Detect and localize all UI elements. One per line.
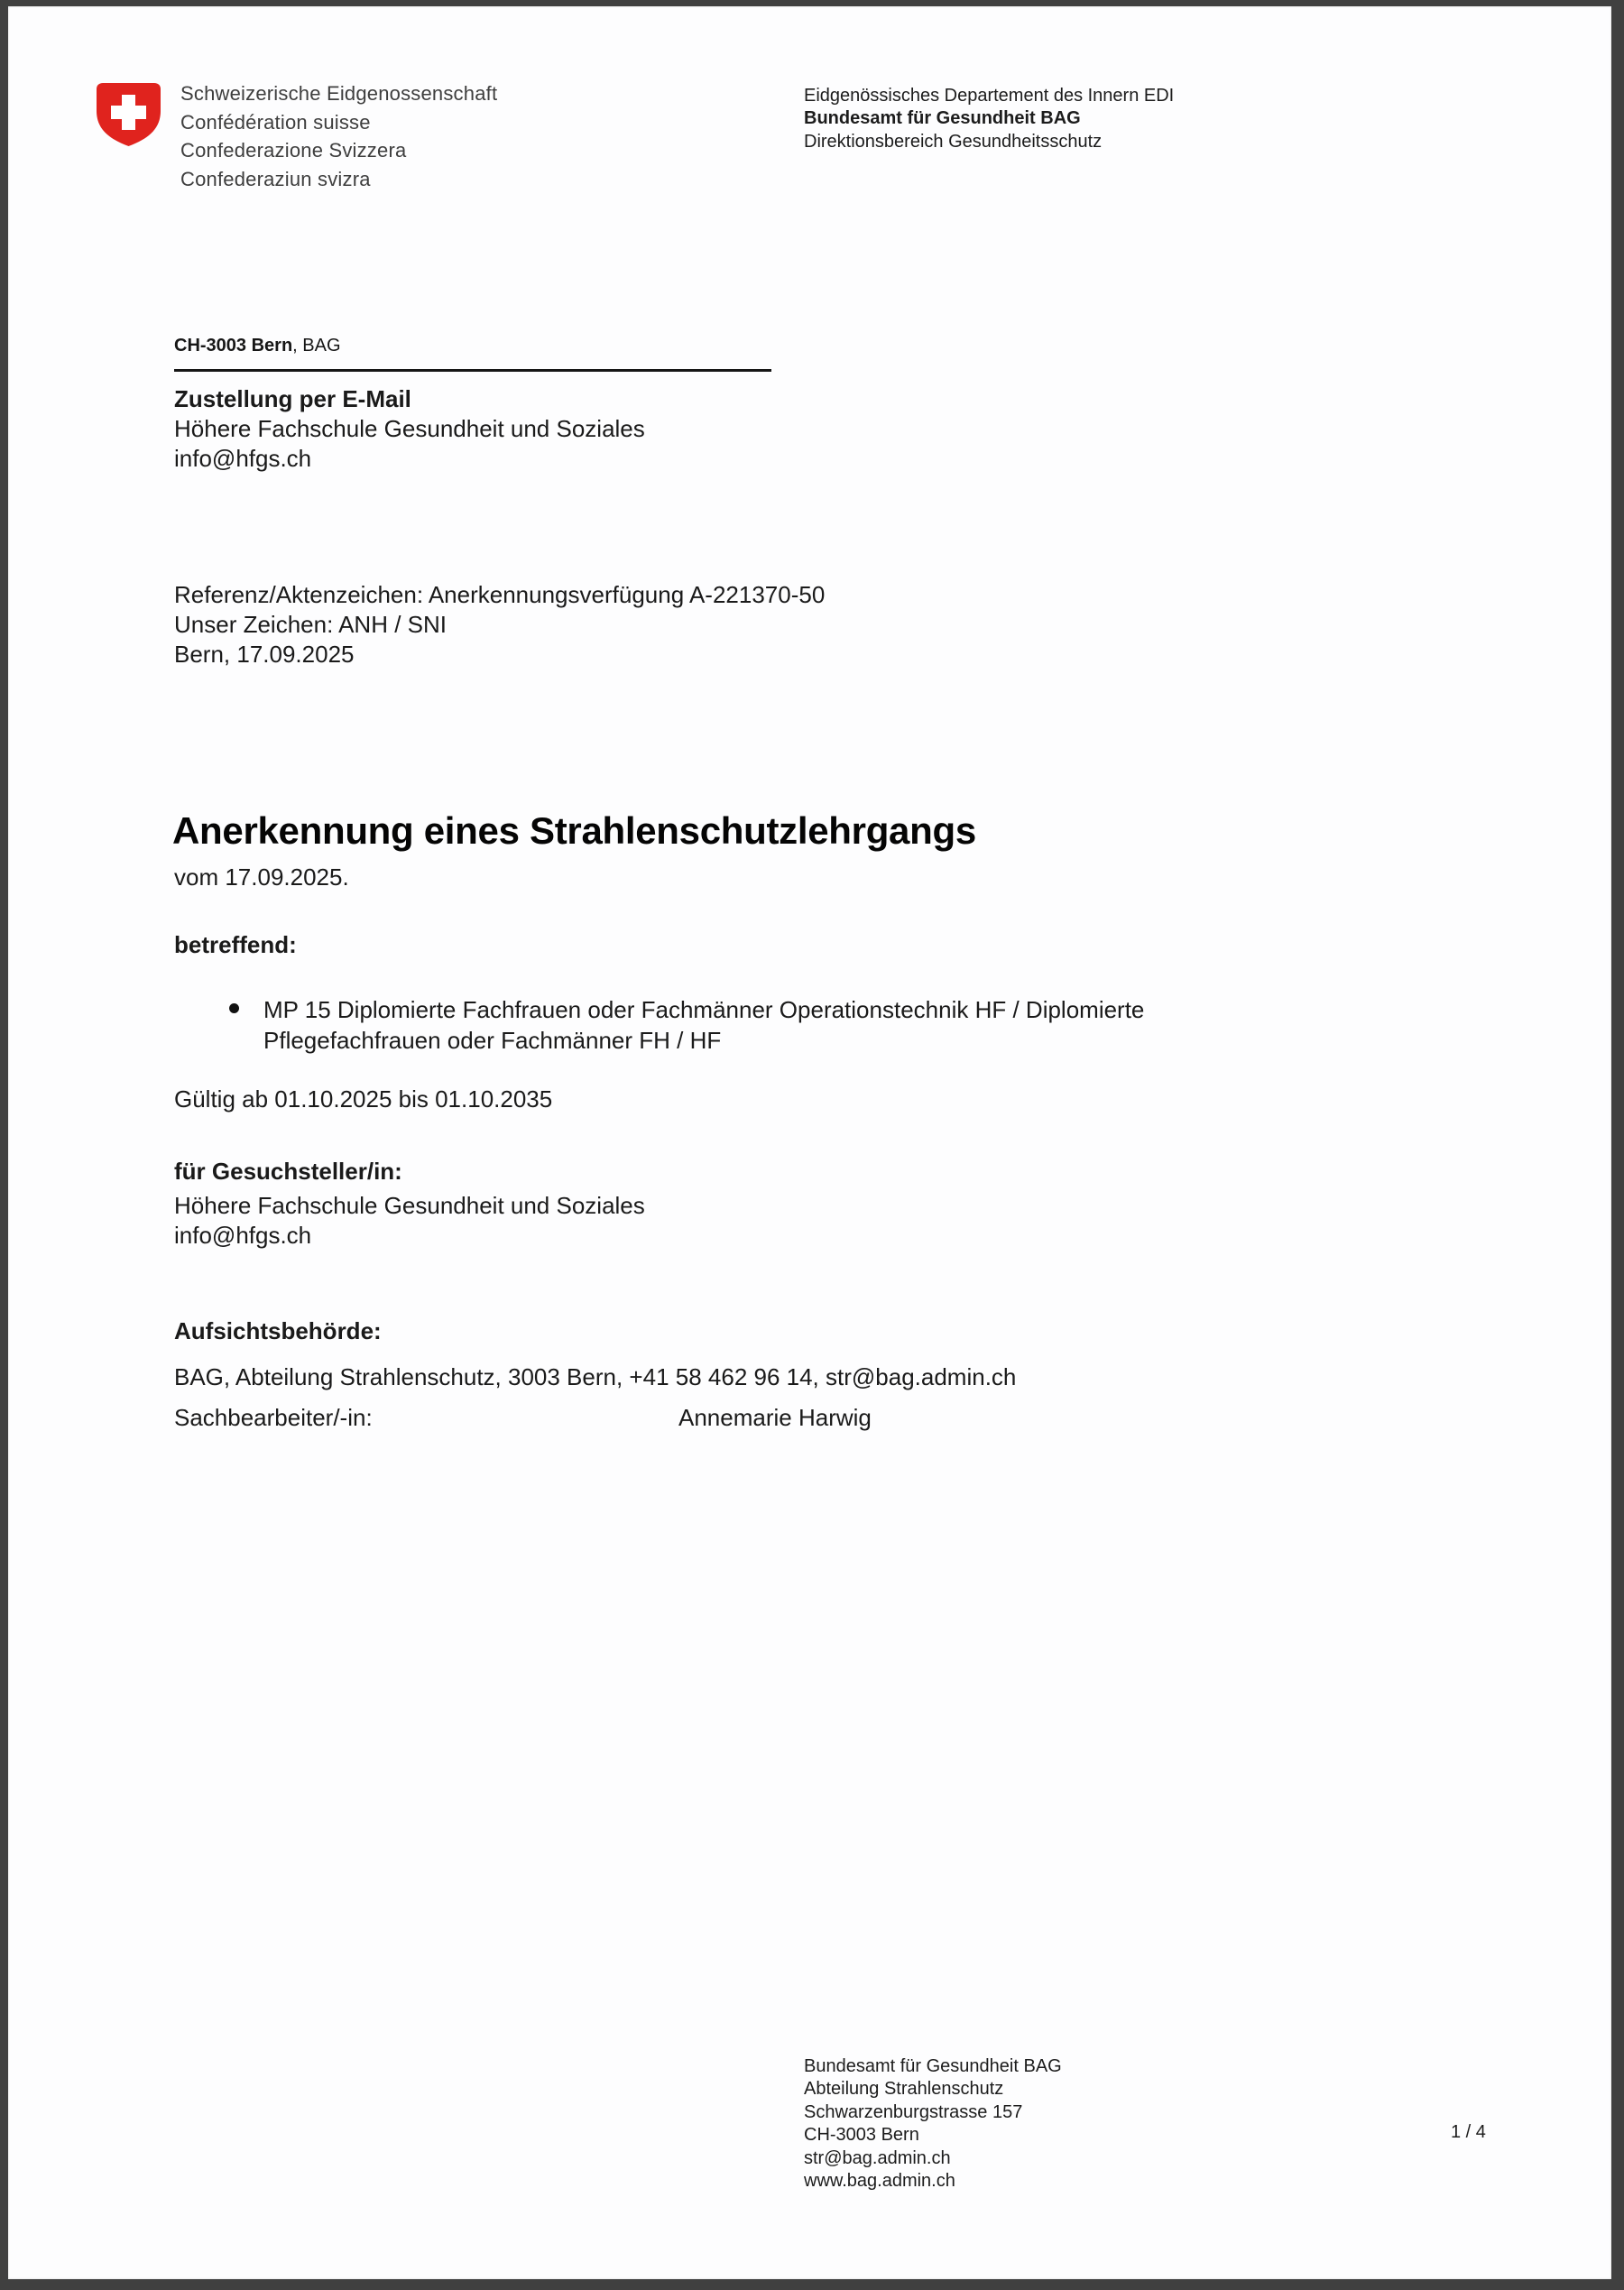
confederation-wordmark [180, 79, 497, 193]
footer-email: str@bag.admin.ch [804, 2147, 951, 2168]
wordmark-line-rm: Confederaziun svizra [180, 167, 371, 190]
directorate-line: Direktionsbereich Gesundheitsschutz [804, 131, 1103, 152]
clerk-name: Annemarie Harwig [678, 1404, 872, 1431]
clerk-label: Sachbearbeiter/-in: [174, 1404, 373, 1431]
wordmark-line-it: Confederazione Svizzera [180, 139, 407, 162]
sender-org: , BAG [292, 336, 341, 356]
page-number: 1 / 4 [1451, 2122, 1486, 2142]
authority-details: BAG, Abteilung Strahlenschutz, 3003 Bern, +41 58 462 96 14, str@bag.admin.ch [174, 1363, 1017, 1390]
applicant-label: für Gesuchsteller/in: [174, 1158, 402, 1185]
place-date: Bern, 17.09.2025 [174, 641, 355, 668]
subject-item-line1: MP 15 Diplomierte Fachfrauen oder Fachmänner Operationstechnik HF / Diplomierte [263, 996, 1145, 1023]
validity-period: Gültig ab 01.10.2025 bis 01.10.2035 [174, 1085, 553, 1113]
wordmark-line-fr: Confédération suisse [180, 110, 371, 134]
footer-website: www.bag.admin.ch [804, 2171, 955, 2192]
recipient-name: Höhere Fachschule Gesundheit und Soziales [174, 415, 645, 442]
sender-line [174, 336, 341, 356]
subject-item [263, 994, 1328, 1056]
subject-item-line2: Pflegefachfrauen oder Fachmänner FH / HF [263, 1027, 722, 1054]
footer-office: Bundesamt für Gesundheit BAG [804, 2056, 1062, 2076]
subject-label: betreffend: [174, 931, 297, 958]
recipient-email: info@hfgs.ch [174, 445, 312, 472]
footer-division: Abteilung Strahlenschutz [804, 2079, 1004, 2100]
our-reference: Unser Zeichen: ANH / SNI [174, 611, 447, 638]
authority-label: Aufsichtsbehörde: [174, 1317, 382, 1344]
address-divider [174, 369, 771, 372]
reference-block [174, 580, 825, 669]
office-line: Bundesamt für Gesundheit BAG [804, 108, 1081, 129]
sender-city: CH-3003 Bern [174, 336, 293, 356]
department-header [804, 85, 1174, 153]
applicant-name: Höhere Fachschule Gesundheit und Soziales [174, 1192, 645, 1219]
footer-street: Schwarzenburgstrasse 157 [804, 2101, 1023, 2122]
bullet-icon [229, 1003, 239, 1013]
document-title: Anerkennung eines Strahlenschutzlehrgangs [172, 809, 976, 852]
reference-number: Referenz/Aktenzeichen: Anerkennungsverfügung A-221370-50 [174, 581, 826, 608]
department-line: Eidgenössisches Departement des Innern EDI [804, 86, 1175, 106]
footer-address-block [804, 2055, 1062, 2193]
wordmark-line-de: Schweizerische Eidgenossenschaft [180, 82, 498, 105]
footer-city: CH-3003 Bern [804, 2125, 919, 2146]
delivery-method: Zustellung per E-Mail [174, 385, 411, 412]
swiss-coat-of-arms-icon [97, 83, 161, 146]
title-date-line: vom 17.09.2025. [174, 863, 349, 891]
applicant-email: info@hfgs.ch [174, 1222, 312, 1249]
recipient-block [174, 384, 645, 474]
